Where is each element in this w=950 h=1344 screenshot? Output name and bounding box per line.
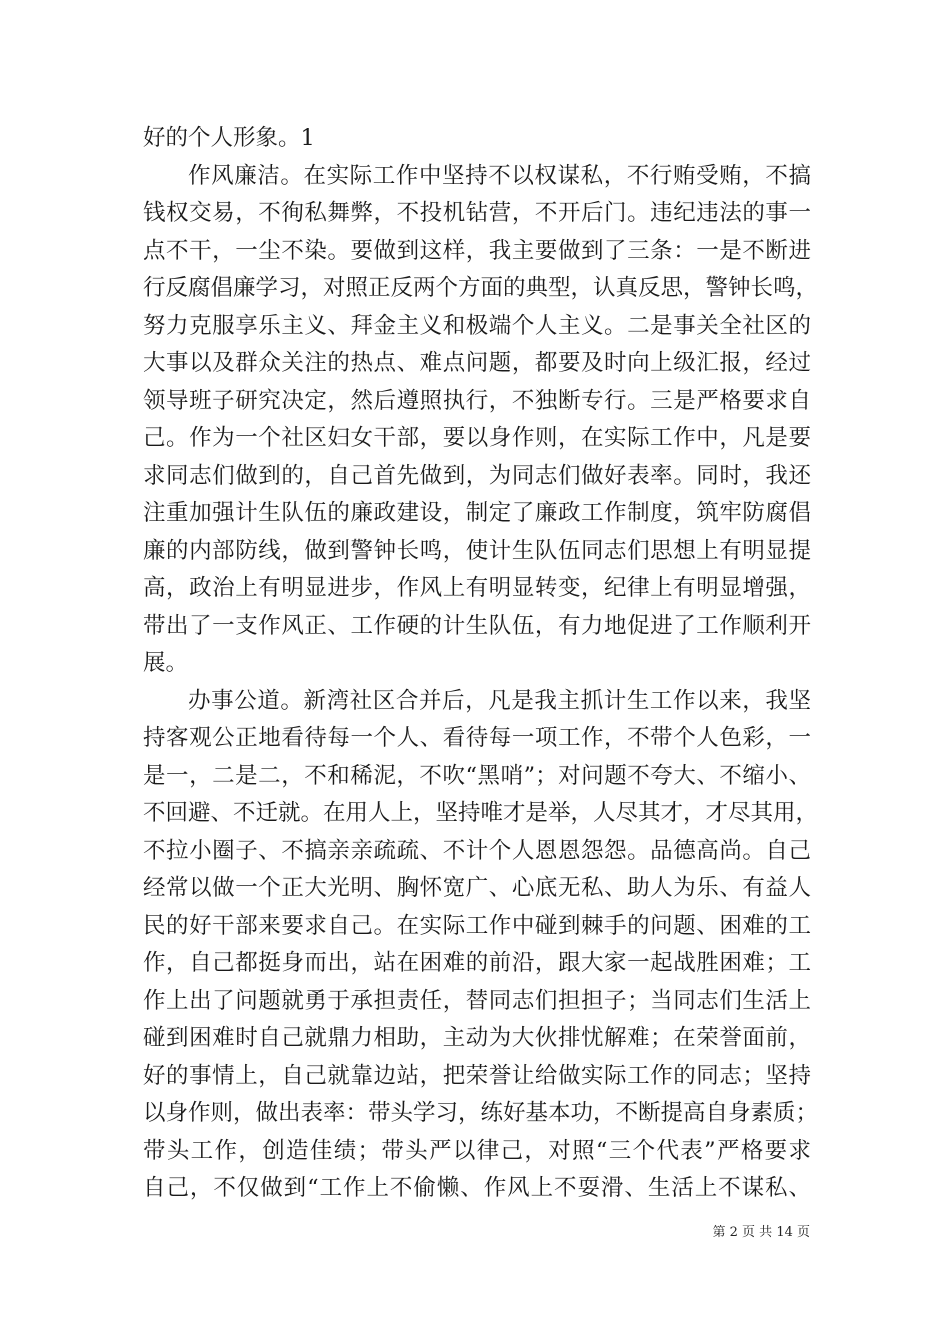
text-line: 点不干，一尘不染。要做到这样，我主要做到了三条：一是不断进 (143, 237, 811, 264)
text-line: 碰到困难时自己就鼎力相助，主动为大伙排忧解难；在荣誉面前， (143, 1025, 811, 1051)
text-line: 是一，二是二，不和稀泥，不吹“黑哨”；对问题不夸大、不缩小、 (143, 762, 811, 789)
text-line: 好的个人形象。1 (143, 125, 315, 151)
text-line: 注重加强计生队伍的廉政建设，制定了廉政工作制度，筑牢防腐倡 (143, 500, 811, 526)
text-line: 求同志们做到的，自己首先做到，为同志们做好表率。同时，我还 (143, 462, 811, 489)
text-line: 己。作为一个社区妇女干部，要以身作则，在实际工作中，凡是要 (143, 425, 811, 451)
text-line: 领导班子研究决定，然后遵照执行，不独断专行。三是严格要求自 (143, 387, 811, 414)
text-line: 不回避、不迁就。在用人上，坚持唯才是举，人尽其才，才尽其用， (143, 800, 819, 826)
text-line: 带头工作，创造佳绩；带头严以律己，对照“三个代表”严格要求 (143, 1137, 811, 1164)
text-line: 钱权交易，不徇私舞弊，不投机钻营，不开后门。违纪违法的事一 (143, 200, 811, 226)
text-line: 以身作则，做出表率：带头学习，练好基本功，不断提高自身素质； (143, 1100, 819, 1126)
text-line: 经常以做一个正大光明、胸怀宽广、心底无私、助人为乐、有益人 (143, 875, 811, 901)
text-line: 作风廉洁。在实际工作中坚持不以权谋私，不行贿受贿，不搞 (188, 162, 811, 189)
text-line: 行反腐倡廉学习，对照正反两个方面的典型，认真反思，警钟长鸣， (143, 275, 819, 301)
text-line: 好的事情上，自己就靠边站，把荣誉让给做实际工作的同志；坚持 (143, 1062, 811, 1089)
text-line: 持客观公正地看待每一个人、看待每一项工作，不带个人色彩，一 (143, 725, 811, 751)
page-number: 第 2 页 共 14 页 (712, 1225, 810, 1240)
text-line: 自己，不仅做到“工作上不偷懒、作风上不耍滑、生活上不谋私、 (143, 1175, 811, 1201)
text-line: 作上出了问题就勇于承担责任，替同志们担担子；当同志们生活上 (143, 987, 811, 1014)
text-line: 不拉小圈子、不搞亲亲疏疏、不计个人恩恩怨怨。品德高尚。自己 (143, 837, 811, 864)
text-line: 努力克服享乐主义、拜金主义和极端个人主义。二是事关全社区的 (143, 312, 811, 339)
text-line: 高，政治上有明显进步，作风上有明显转变，纪律上有明显增强， (143, 575, 811, 601)
text-line: 办事公道。新湾社区合并后，凡是我主抓计生工作以来，我坚 (188, 687, 811, 714)
body-text (143, 120, 819, 1208)
text-line: 廉的内部防线，做到警钟长鸣，使计生队伍同志们思想上有明显提 (143, 537, 811, 564)
text-line: 展。 (143, 650, 189, 676)
text-line: 民的好干部来要求自己。在实际工作中碰到棘手的问题、困难的工 (143, 912, 811, 939)
text-line: 作，自己都挺身而出，站在困难的前沿，跟大家一起战胜困难；工 (143, 950, 811, 976)
text-line: 大事以及群众关注的热点、难点问题，都要及时向上级汇报，经过 (143, 350, 811, 376)
text-line: 带出了一支作风正、工作硬的计生队伍，有力地促进了工作顺利开 (143, 612, 811, 639)
